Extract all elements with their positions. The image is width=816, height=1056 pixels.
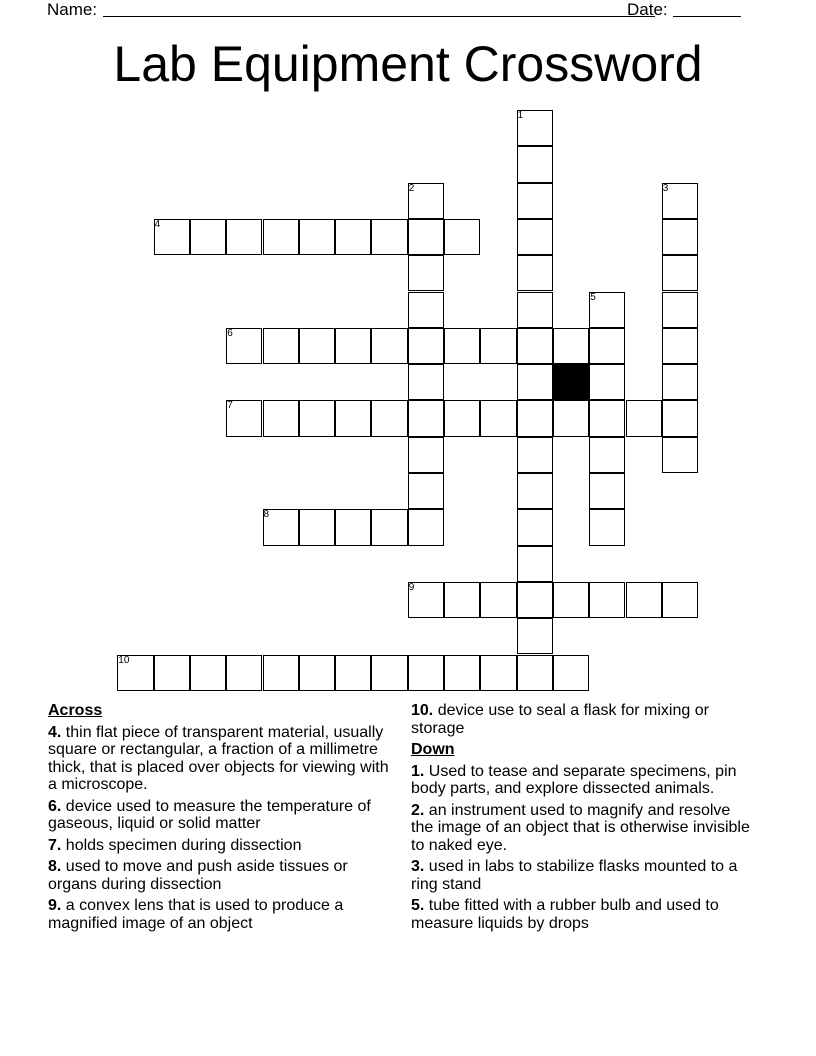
- grid-cell[interactable]: [662, 219, 698, 255]
- clue-number: 2.: [411, 801, 425, 819]
- grid-cell[interactable]: [371, 219, 407, 255]
- clue-text: used in labs to stabilize flasks mounted to a ring stand: [411, 858, 738, 893]
- grid-cell[interactable]: [480, 582, 516, 618]
- page-title: Lab Equipment Crossword: [113, 36, 703, 92]
- grid-cell[interactable]: [662, 292, 698, 328]
- grid-cell[interactable]: [299, 655, 335, 691]
- grid-number-cell: [154, 219, 190, 255]
- grid-cell[interactable]: [335, 655, 371, 691]
- clue-number: 10.: [411, 702, 434, 719]
- grid-number: 2: [408, 182, 415, 194]
- grid-number: 4: [154, 218, 161, 230]
- grid-cell[interactable]: [626, 400, 662, 436]
- grid-cell[interactable]: [444, 582, 480, 618]
- clue-number: 6.: [48, 797, 62, 815]
- grid-cell[interactable]: [444, 655, 480, 691]
- grid-cell[interactable]: [517, 546, 553, 582]
- grid-cell[interactable]: [263, 400, 299, 436]
- grid-cell[interactable]: [335, 219, 371, 255]
- grid-cell[interactable]: [263, 655, 299, 691]
- grid-cell[interactable]: [589, 328, 625, 364]
- clues-left-column: [48, 702, 400, 936]
- grid-cell[interactable]: [371, 509, 407, 545]
- grid-cell[interactable]: [335, 509, 371, 545]
- grid-cell[interactable]: [553, 400, 589, 436]
- grid-number: 7: [227, 400, 233, 412]
- grid-cell[interactable]: [154, 655, 190, 691]
- date-label: Date:: [627, 0, 668, 19]
- clue-text: a convex lens that is used to produce a magnified image of an object: [48, 897, 344, 932]
- grid-cell[interactable]: [263, 328, 299, 364]
- clue-text: an instrument used to magnify and resolve the image of an object that is otherwise invisible to naked eye.: [411, 801, 750, 854]
- grid-cell[interactable]: [190, 219, 226, 255]
- grid-cell[interactable]: [589, 400, 625, 436]
- grid-cell[interactable]: [662, 582, 698, 618]
- grid-cell[interactable]: [408, 400, 444, 436]
- name-label: Name:: [47, 0, 98, 19]
- clue-number: 5.: [411, 897, 425, 914]
- clue-across-7: [48, 837, 400, 855]
- grid-cell[interactable]: [589, 364, 625, 400]
- grid-number: 9: [408, 581, 415, 593]
- grid-cell[interactable]: [226, 219, 262, 255]
- clues-right-column: [411, 702, 756, 936]
- grid-cell[interactable]: [408, 509, 444, 545]
- grid-block: [553, 364, 589, 400]
- grid-number-cell: [589, 292, 625, 328]
- grid-cell[interactable]: [517, 509, 553, 545]
- clue-number: 4.: [48, 723, 62, 741]
- grid-cell[interactable]: [408, 255, 444, 291]
- grid-cell[interactable]: [444, 219, 480, 255]
- clue-number: 1.: [411, 762, 425, 780]
- grid-cell[interactable]: [517, 582, 553, 618]
- grid-cell[interactable]: [371, 655, 407, 691]
- grid-cell[interactable]: [517, 364, 553, 400]
- grid-cell[interactable]: [408, 655, 444, 691]
- clue-number: 7.: [48, 836, 62, 854]
- grid-number: 3: [662, 182, 669, 194]
- grid-cell[interactable]: [662, 328, 698, 364]
- grid-cell[interactable]: [335, 400, 371, 436]
- grid-cell[interactable]: [335, 328, 371, 364]
- grid-cell[interactable]: [480, 400, 516, 436]
- grid-cell[interactable]: [408, 364, 444, 400]
- grid-cell[interactable]: [299, 219, 335, 255]
- grid-number-cell: [517, 110, 553, 146]
- grid-cell[interactable]: [589, 509, 625, 545]
- grid-cell[interactable]: [480, 328, 516, 364]
- grid-cell[interactable]: [408, 292, 444, 328]
- grid-cell[interactable]: [299, 328, 335, 364]
- grid-number-cell: [226, 328, 262, 364]
- grid-cell[interactable]: [371, 400, 407, 436]
- grid-cell[interactable]: [444, 400, 480, 436]
- grid-cell[interactable]: [662, 255, 698, 291]
- grid-cell[interactable]: [517, 473, 553, 509]
- grid-cell[interactable]: [662, 400, 698, 436]
- grid-cell[interactable]: [408, 219, 444, 255]
- grid-cell[interactable]: [263, 219, 299, 255]
- grid-cell[interactable]: [553, 582, 589, 618]
- clue-down-5: [411, 897, 756, 932]
- grid-number: 1: [517, 110, 524, 121]
- clue-number: 8.: [48, 858, 62, 875]
- grid-cell[interactable]: [408, 437, 444, 473]
- clue-text: thin flat piece of transparent material, usually square or rectangular, a fraction of a millimetre thick, that is placed over objects for viewing with a microscope.: [48, 723, 389, 793]
- grid-cell[interactable]: [662, 437, 698, 473]
- grid-number-cell: [408, 183, 444, 219]
- grid-cell[interactable]: [517, 655, 553, 691]
- grid-number-cell: [263, 509, 299, 545]
- clue-down-3: [411, 858, 756, 893]
- clue-text: tube fitted with a rubber bulb and used to measure liquids by drops: [411, 897, 719, 932]
- clue-text: Used to tease and separate specimens, pin body parts, and explore dissected animals.: [411, 762, 737, 797]
- grid-cell[interactable]: [190, 655, 226, 691]
- across-heading: Across: [48, 702, 103, 719]
- clue-text: device used to measure the temperature of gaseous, liquid or solid matter: [48, 797, 371, 832]
- grid-number: 10: [118, 654, 130, 666]
- grid-cell[interactable]: [589, 437, 625, 473]
- grid-number: 5: [590, 291, 596, 303]
- clue-across-9: [48, 897, 400, 932]
- grid-cell[interactable]: [517, 400, 553, 436]
- grid-number-cell: [226, 400, 262, 436]
- clue-text: used to move and push aside tissues or organs during dissection: [48, 858, 348, 893]
- grid-number-cell: [117, 655, 153, 691]
- grid-cell[interactable]: [626, 582, 662, 618]
- clue-across-8: [48, 858, 400, 893]
- grid-cell[interactable]: [299, 400, 335, 436]
- clue-number: 9.: [48, 897, 62, 914]
- grid-cell[interactable]: [553, 655, 589, 691]
- clue-number: 3.: [411, 858, 425, 875]
- clue-down-2: [411, 802, 756, 855]
- down-heading: Down: [411, 741, 455, 758]
- grid-number-cell: [408, 582, 444, 618]
- grid-cell[interactable]: [517, 255, 553, 291]
- grid-cell[interactable]: [517, 219, 553, 255]
- grid-cell[interactable]: [517, 618, 553, 654]
- grid-cell[interactable]: [517, 292, 553, 328]
- clue-text: device use to seal a flask for mixing or storage: [411, 702, 709, 737]
- clue-across-6: [48, 798, 400, 833]
- clue-down-1: [411, 763, 756, 798]
- grid-cell[interactable]: [226, 655, 262, 691]
- grid-cell[interactable]: [408, 328, 444, 364]
- grid-cell[interactable]: [517, 183, 553, 219]
- grid-cell[interactable]: [589, 473, 625, 509]
- grid-cell[interactable]: [589, 582, 625, 618]
- grid-cell[interactable]: [371, 328, 407, 364]
- grid-cell[interactable]: [480, 655, 516, 691]
- clues-section: [0, 700, 816, 1000]
- grid-cell[interactable]: [517, 437, 553, 473]
- clue-text: holds specimen during dissection: [61, 836, 302, 854]
- clue-across-10: [411, 702, 756, 737]
- clue-across-4: [48, 724, 400, 794]
- grid-cell[interactable]: [662, 364, 698, 400]
- grid-number: 6: [227, 327, 233, 339]
- grid-number: 8: [263, 509, 270, 521]
- grid-number-cell: [662, 183, 698, 219]
- grid-cell[interactable]: [444, 328, 480, 364]
- grid-cell[interactable]: [408, 473, 444, 509]
- grid-cell[interactable]: [553, 328, 589, 364]
- grid-cell[interactable]: [517, 146, 553, 182]
- grid-cell[interactable]: [299, 509, 335, 545]
- grid-cell[interactable]: [517, 328, 553, 364]
